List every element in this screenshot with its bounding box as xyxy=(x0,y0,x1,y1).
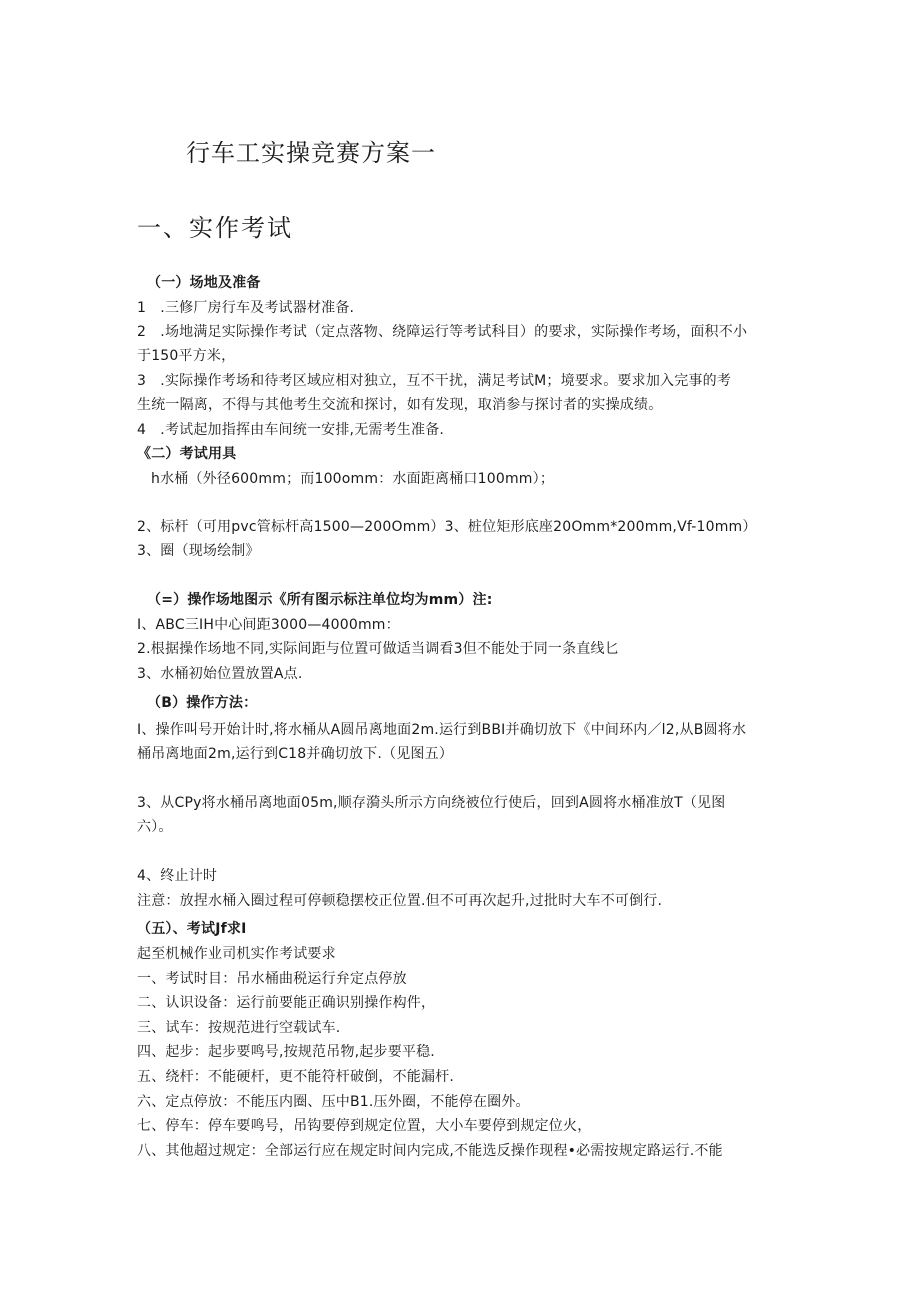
paragraph-line: 3 .实际操作考场和待考区域应相对独立，互不干扰，满足考试M；境要求。要求加入完事的考 xyxy=(137,373,732,389)
document-title: 行车工实操竞赛方案一 xyxy=(186,139,436,167)
paragraph-line: 起至机械作业司机实作考试要求 xyxy=(137,946,336,962)
paragraph-line: I、操作叫号开始计时,将水桶从A圆吊离地面2m.运行到BBI并确切放下《中间环内／l2,从B圆将水 xyxy=(137,722,747,738)
subsection-heading: 《二）考试用具 xyxy=(137,446,237,462)
paragraph-line: 于150平方米， xyxy=(137,348,236,364)
section-heading: 一、实作考试 xyxy=(137,214,293,242)
subsection-heading: （=）操作场地图示《所有图示标注单位均为mm）注: xyxy=(147,592,493,608)
paragraph-line: 2.根据操作场地不同,实际间距与位置可做适当调看3但不能处于同一条直线匕 xyxy=(137,641,619,657)
subsection-heading: （B）操作方法： xyxy=(147,695,258,711)
paragraph-line: 3、水桶初始位置放置A点. xyxy=(137,666,303,682)
paragraph-line: 六）。 xyxy=(137,819,173,835)
list-item: 七、停车：停车要鸣号，吊钩要停到规定位置，大小车要停到规定位火， xyxy=(137,1118,592,1134)
list-item: 一、考试时目：吊水桶曲税运行弁定点停放 xyxy=(137,971,407,987)
list-item: 五、绕杆：不能硬杆，更不能符杆破倒，不能漏杆. xyxy=(137,1069,455,1085)
list-item: 四、起步：起步要鸣号,按规范吊物,起步要平稳. xyxy=(137,1044,435,1060)
paragraph-line: 2、标杆（可用pvc管标杆高1500—200Omm）3、桩位矩形底座20Omm*200mm,Vf-10mm） xyxy=(137,519,757,535)
list-item: 八、其他超过规定：全部运行应在规定时间内完成,不能选反操作现程•必需按规定路运行.不能 xyxy=(137,1143,723,1159)
paragraph-line: 4 .考试起加指挥由车间统一安排,无需考生准备. xyxy=(137,422,445,438)
list-item: 六、定点停放：不能压内圈、压中B1.压外圈，不能停在圈外。 xyxy=(137,1094,530,1110)
paragraph-line: 注意：放捏水桶入圈过程可停顿稳摆校正位置.但不可再次起升,过批时大车不可倒行. xyxy=(137,893,663,909)
paragraph-line: h水桶（外径600mm；而100omm：水面距离桶口100mm）； xyxy=(151,471,555,487)
paragraph-line: 桶吊离地面2m,运行到C18并确切放下.（见图五） xyxy=(137,746,454,762)
list-item: 三、试车：按规范进行空载试车. xyxy=(137,1020,341,1036)
paragraph-line: 2 .场地满足实际操作考试（定点落物、绕障运行等考试科目）的要求，实际操作考场，面积不小 xyxy=(137,324,748,340)
paragraph-line: 3、从CPy将水桶吊离地面05m,顺存漪头所示方向绕被位行使后，回到A圆将水桶准放T（见图 xyxy=(137,795,726,811)
paragraph-line: 4、终止计时 xyxy=(137,868,218,884)
paragraph-line: 生统一隔离，不得与其他考生交流和探讨，如有发现，取消参与探讨者的实操成绩。 xyxy=(137,397,663,413)
paragraph-line: 1 .三修厂房行车及考试器材准备. xyxy=(137,300,355,316)
list-item: 二、认识设备：运行前要能正确识别操作构件， xyxy=(137,995,436,1011)
paragraph-line: 3、圈（现场绘制》 xyxy=(137,543,260,559)
paragraph-line: I、ABC三IH中心间距3000—4000mm： xyxy=(137,617,400,633)
subsection-heading: （一）场地及准备 xyxy=(147,275,261,291)
subsection-heading: （五）、考试Jf求I xyxy=(137,921,247,937)
